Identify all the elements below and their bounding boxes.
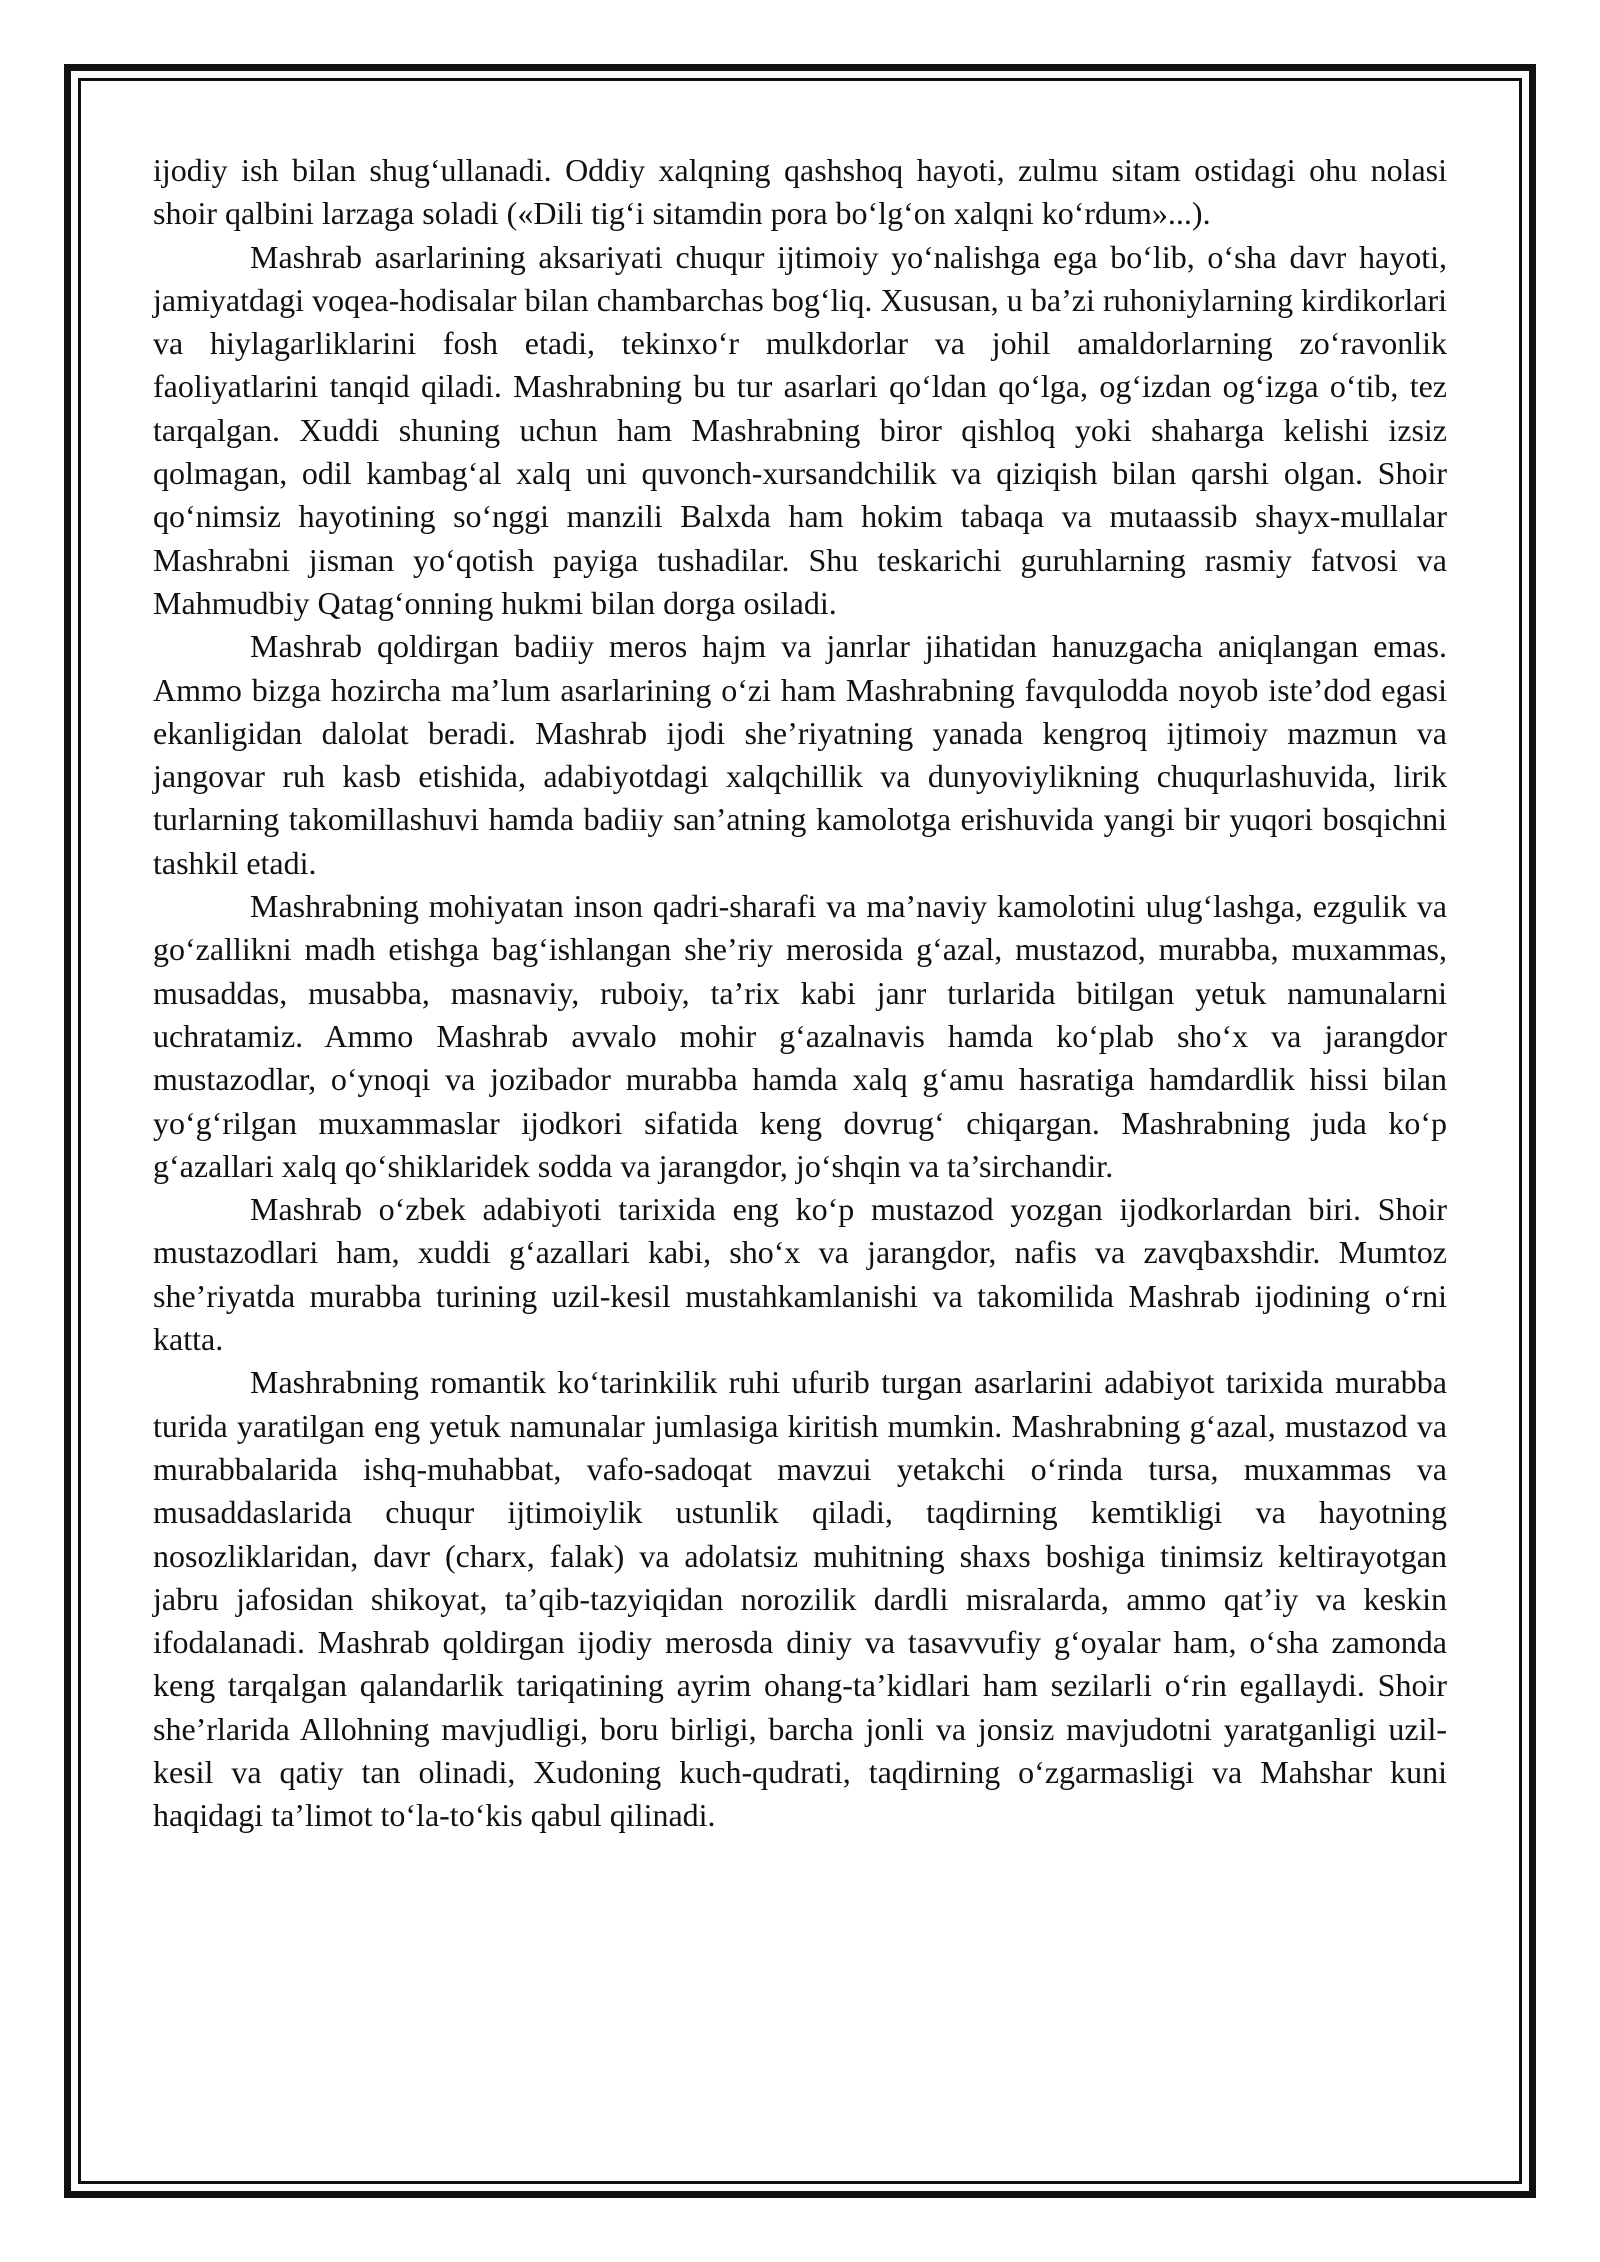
paragraph-romantic-works: Mashrabning romantik ko‘tarinkilik ruhi ufurib turgan asarlarini adabiyot tarixida murabba turida yaratilgan eng yetuk namunalar jumlasiga kiritish mumkin. Mashrabning g‘azal, mustazod va murabbalarida ishq-muhabbat, vafo-sadoqat mavzui yetakchi o‘rinda tursa, muxammas va musaddaslarida chuqur ijtimoiylik ustunlik qiladi, taqdirning kemtikligi va hayotning nosozliklaridan, davr (charx, falak) va adolatsiz muhitning shaxs boshiga tinimsiz keltirayotgan jabru jafosidan shikoyat, ta’qib-tazyiqidan norozilik dardli misralarda, ammo qat’iy va keskin ifodalanadi. Mashrab qoldirgan ijodiy merosda diniy va tasavvufiy g‘oyalar ham, o‘sha zamonda keng tarqalgan qalandarlik tariqatining ayrim ohang-ta’kidlari ham sezilarli o‘rin egallaydi. Shoir she’rlarida Allohning mavjudligi, boru birligi, barcha jonli va jonsiz mavjudotni yaratganligi uzil-kesil va qatiy tan olinadi, Xudoning kuch-qudrati, taqdirning o‘zgarmasligi va Mahshar kuni haqidagi ta’limot to‘la-to‘kis qabul qilinadi. <box>153 1364 1447 1834</box>
paragraph-social-themes: Mashrab asarlarining aksariyati chuqur ijtimoiy yo‘nalishga ega bo‘lib, o‘sha davr hayoti, jamiyatdagi voqea-hodisalar bilan chambarchas bog‘liq. Xususan, u ba’zi ruhoniylarning kirdikorlari va hiylagarliklarini fosh etadi, tekinxo‘r mulkdorlar va johil amaldorlarning zo‘ravonlik faoliyatlarini tanqid qiladi. Mashrabning bu tur asarlari qo‘ldan qo‘lga, og‘izdan og‘izga o‘tib, tez tarqalgan. Xuddi shuning uchun ham Mashrabning biror qishloq yoki shaharga kelishi izsiz qolmagan, odil kambag‘al xalq uni quvonch-xursandchilik va qiziqish bilan qarshi olgan. Shoir qo‘nimsiz hayotining so‘nggi manzili Balxda ham hokim tabaqa va mutaassib shayx-mullalar Mashrabni jisman yo‘qotish payiga tushadilar. Shu teskarichi guruhlarning rasmiy fatvosi va Mahmudbiy Qatag‘onning hukmi bilan dorga osiladi. <box>153 238 1447 621</box>
paragraph-continuation: ijodiy ish bilan shug‘ullanadi. Oddiy xalqning qashshoq hayoti, zulmu sitam ostidagi ohu nolasi shoir qalbini larzaga soladi («Dili tig‘i sitamdin pora bo‘lg‘on xalqni ko‘rdum»...). <box>153 152 1447 232</box>
paragraph-mustazod: Mashrab o‘zbek adabiyoti tarixida eng ko‘p mustazod yozgan ijodkorlardan biri. Shoir mustazodlari ham, xuddi g‘azallari kabi, sho‘x va jarangdor, nafis va zavqbaxshdir. Mumtoz she’riyatda murabba turining uzil-kesil mustahkamlanishi va takomilida Mashrab ijodining o‘rni katta. <box>153 1191 1447 1358</box>
paragraph-literary-heritage: Mashrab qoldirgan badiiy meros hajm va janrlar jihatidan hanuzgacha aniqlangan emas. Ammo bizga hozircha ma’lum asarlarining o‘zi ham Mashrabning favqulodda noyob iste’dod egasi ekanligidan dalolat beradi. Mashrab ijodi she’riyatning yanada kengroq ijtimoiy mazmun va jangovar ruh kasb etishida, adabiyotdagi xalqchillik va dunyoviylikning chuqurlashuvida, lirik turlarning takomillashuvi hamda badiiy san’atning kamolotga erishuvida yangi bir yuqori bosqichni tashkil etadi. <box>153 628 1447 881</box>
paragraph-genres: Mashrabning mohiyatan inson qadri-sharafi va ma’naviy kamolotini ulug‘lashga, ezgulik va go‘zallikni madh etishga bag‘ishlangan she’riy merosida g‘azal, mustazod, murabba, muxammas, musaddas, musabba, masnaviy, ruboiy, ta’rix kabi janr turlarida bitilgan yetuk namunalarni uchratamiz. Ammo Mashrab avvalo mohir g‘azalnavis hamda ko‘plab sho‘x va jarangdor mustazodlar, o‘ynoqi va jozibador murabba hamda xalq g‘amu hasratiga hamdardlik hissi bilan yo‘g‘rilgan muxammaslar ijodkori sifatida keng dovrug‘ chiqargan. Mashrabning juda ko‘p g‘azallari xalq qo‘shiklaridek sodda va jarangdor, jo‘shqin va ta’sirchandir. <box>153 888 1447 1184</box>
document-body <box>153 149 1447 1838</box>
